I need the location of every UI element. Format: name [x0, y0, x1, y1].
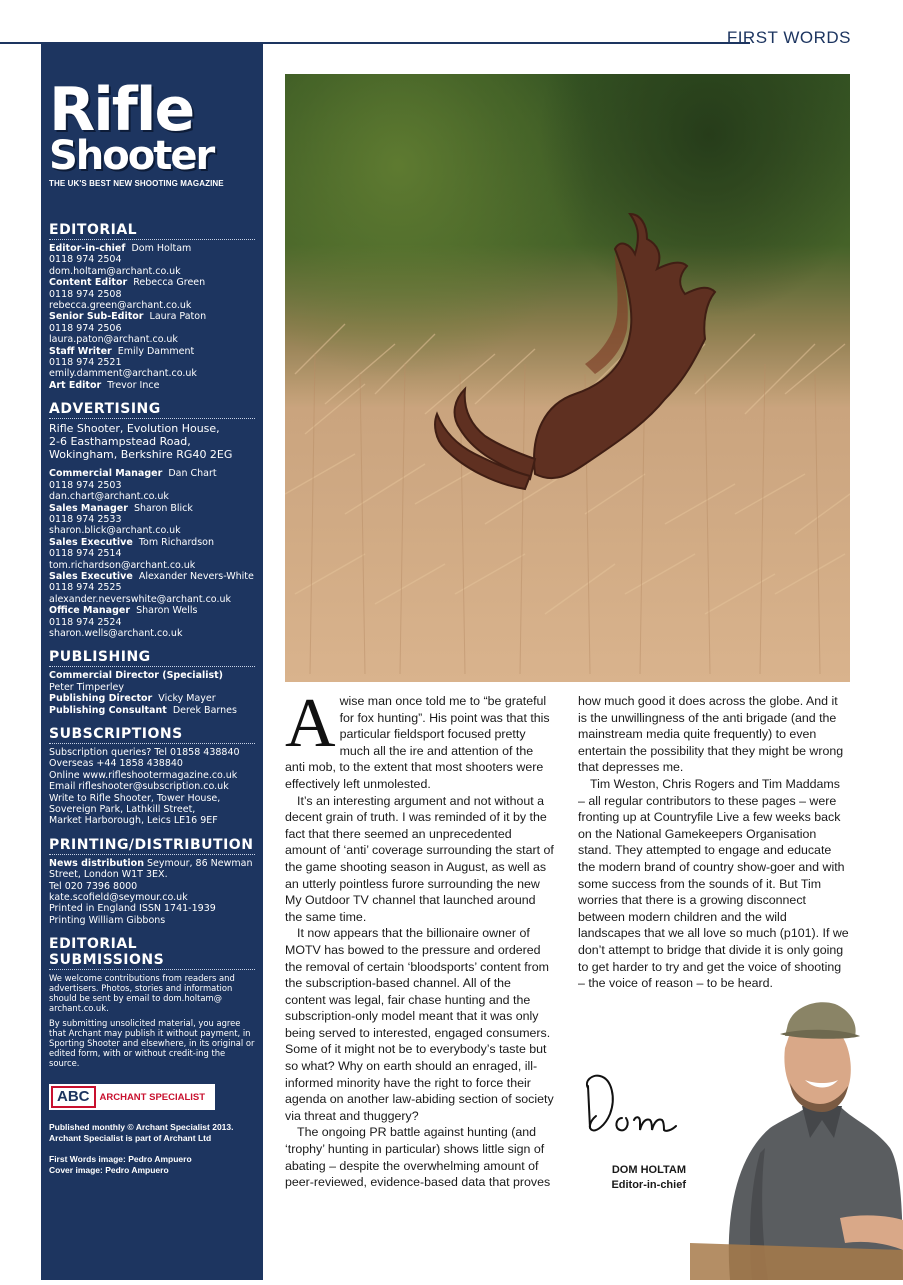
printing-line: Tel 020 7396 8000 [49, 880, 138, 892]
address-line: Wokingham, Berkshire RG40 2EG [49, 448, 233, 462]
archant-logo: ARCHANT SPECIALIST [99, 1091, 206, 1103]
footer-credit: Cover image: Pedro Ampuero [49, 1165, 169, 1176]
credit-email[interactable]: tom.richardson@archant.co.uk [49, 559, 196, 571]
footer-credit: First Words image: Pedro Ampuero [49, 1154, 192, 1165]
printing-line: Printed in England ISSN 1741-1939 [49, 903, 216, 915]
printing-line: Printing William Gibbons [49, 914, 166, 926]
subscription-line: Subscription queries? Tel 01858 438840 [49, 747, 240, 758]
address-line: Rifle Shooter, Evolution House, [49, 422, 220, 436]
publisher-logos [49, 1084, 215, 1110]
credit-staff-writer: Staff Writer Emily Damment [49, 345, 195, 357]
byline [590, 1163, 686, 1193]
credit-email[interactable]: laura.paton@archant.co.uk [49, 334, 178, 346]
credit-phone: 0118 974 2524 [49, 616, 122, 628]
subscriptions-heading: SUBSCRIPTIONS [49, 726, 255, 744]
credit-phone: 0118 974 2525 [49, 582, 122, 594]
article-column-2 [578, 693, 850, 992]
credit-art-editor: Art Editor Trevor Ince [49, 379, 160, 391]
credit-email[interactable]: alexander.neverswhite@archant.co.uk [49, 593, 231, 605]
credit-name: Peter Timperley [49, 681, 125, 693]
submissions-terms: By submitting unsolicited material, you agree that Archant may publish it without payment, in Sporting Shooter and elsewhere, in its original or edited form, with or without credit-ing the source. [49, 1018, 255, 1069]
drop-cap: A [285, 685, 336, 762]
byline-title: Editor-in-chief [611, 1179, 686, 1191]
credit-email[interactable]: sharon.wells@archant.co.uk [49, 627, 183, 639]
logo-tagline: THE UK'S BEST NEW SHOOTING MAGAZINE [49, 179, 224, 188]
publication-footer [49, 1122, 255, 1176]
masthead-sidebar [41, 44, 263, 1280]
credit-sales-executive: Sales Executive Tom Richardson [49, 536, 214, 548]
credit-phone: 0118 974 2514 [49, 548, 122, 560]
news-distribution: News distribution Seymour, 86 Newman [49, 857, 253, 869]
credit-phone: 0118 974 2503 [49, 479, 122, 491]
printing-email[interactable]: kate.scofield@seymour.co.uk [49, 892, 188, 904]
editor-signature [578, 1066, 688, 1146]
logo-line-rifle: Rifle [49, 75, 194, 145]
footer-line: Published monthly © Archant Specialist 2013. [49, 1122, 234, 1133]
article-paragraph: It’s an interesting argument and not without a decent grain of truth. I was reminded of it by the fact that there seemed an unprecedented amount of ‘anti’ coverage surrounding the start of the game shooting season in August, as well as an utterly pointless furore surrounding the new My Outdoor TV channel that launched around the same time. [285, 793, 554, 924]
rifle-shooter-logo [49, 75, 259, 188]
article-paragraph: The ongoing PR battle against hunting (and ‘trophy’ hunting in particular) shows little sign of abating – despite the overwhelming amount of peer-reviewed, evidence-based data that proves [285, 1125, 551, 1190]
printing-line: Street, London W1T 3EX. [49, 869, 168, 881]
subscription-email[interactable]: Email rifleshooter@subscription.co.uk [49, 781, 229, 793]
credit-publishing-director: Publishing Director Vicky Mayer [49, 693, 216, 705]
credit-email[interactable]: emily.damment@archant.co.uk [49, 368, 197, 380]
abc-logo: ABC [51, 1086, 96, 1108]
section-label: FIRST WORDS [726, 28, 851, 47]
editorial-heading: EDITORIAL [49, 222, 255, 240]
credit-content-editor: Content Editor Rebecca Green [49, 277, 206, 289]
subscription-line: Write to Rifle Shooter, Tower House, [49, 792, 221, 804]
credit-commercial-manager: Commercial Manager Dan Chart [49, 468, 217, 480]
credit-phone: 0118 974 2521 [49, 357, 122, 369]
credit-email[interactable]: sharon.blick@archant.co.uk [49, 525, 181, 537]
submissions-heading: EDITORIAL SUBMISSIONS [49, 936, 255, 970]
article-column-1 [285, 685, 555, 1191]
credit-sales-executive: Sales Executive Alexander Nevers-White [49, 570, 254, 582]
subscription-line: Sovereign Park, Lathkill Street, [49, 804, 196, 816]
credit-phone: 0118 974 2533 [49, 513, 122, 525]
credit-phone: 0118 974 2506 [49, 322, 122, 334]
address-line: 2-6 Easthampstead Road, [49, 435, 191, 449]
subscription-website[interactable]: Online www.rifleshootermagazine.co.uk [49, 769, 238, 781]
credit-office-manager: Office Manager Sharon Wells [49, 605, 198, 617]
credit-sales-manager: Sales Manager Sharon Blick [49, 502, 193, 514]
logo-line-shooter: Shooter [49, 133, 214, 179]
deer-antler-photo [285, 74, 850, 682]
byline-name: DOM HOLTAM [611, 1164, 686, 1176]
credit-editor: Editor-in-chief Dom Holtam [49, 243, 192, 254]
credit-email[interactable]: dan.chart@archant.co.uk [49, 491, 169, 503]
subscription-line: Market Harborough, Leics LE16 9EF [49, 815, 218, 827]
masthead-credits [49, 222, 255, 1176]
credit-email[interactable]: dom.holtam@archant.co.uk [49, 265, 181, 277]
credit-phone: 0118 974 2504 [49, 254, 122, 266]
credit-commercial-director: Commercial Director (Specialist) [49, 670, 224, 682]
editor-portrait [690, 988, 903, 1280]
article-paragraph: It now appears that the billionaire owner of MOTV has bowed to the pressure and ordered the removal of certain ‘bloodsports’ content from the subscription-based channel. All of the content was legal, fair chase hunting and the subscription-only model meant that it was only being served to interested, engaged consumers. Some of it might not be to everybody’s taste but so what? Why on earth should an enraged, ill-informed minority have the right to force their agenda on another law-abiding section of society via threat and thuggery? [285, 926, 554, 1123]
footer-line: Archant Specialist is part of Archant Ltd [49, 1133, 212, 1144]
credit-publishing-consultant: Publishing Consultant Derek Barnes [49, 704, 237, 716]
publishing-heading: PUBLISHING [49, 649, 255, 667]
printing-heading: PRINTING/DISTRIBUTION [49, 836, 254, 853]
article-paragraph: how much good it does across the globe. And it is the unwillingness of the anti brigade (and the mainstream media quite frequently) to even entertain the possibility that they might be wrong that depresses me. [578, 694, 844, 775]
article-paragraph: Awise man once told me to “be grateful for fox hunting”. His point was that this particular fieldsport focused pretty much all the ire and attention of the anti mob, to the extent that most shooters were effectively left unmolested. [285, 685, 550, 791]
credit-sub-editor: Senior Sub-Editor Laura Paton [49, 311, 207, 323]
credit-email[interactable]: rebecca.green@archant.co.uk [49, 300, 192, 312]
subscription-line: Overseas +44 1858 438840 [49, 758, 183, 770]
submissions-text: We welcome contributions from readers and advertisers. Photos, stories and information should be sent by email to dom.holtam@ archant.co.uk. [49, 973, 235, 1014]
advertising-heading: ADVERTISING [49, 401, 255, 419]
credit-phone: 0118 974 2508 [49, 288, 122, 300]
article-paragraph: Tim Weston, Chris Rogers and Tim Maddams – all regular contributors to these pages – were fronting up at Countryfile Live a few weeks back on the National Gamekeepers Organisation stand. They attempted to engage and educate the modern brand of country show-goer and with some success from the sounds of it. But Tim worries that there is a growing disconnect between modern children and the wild landscapes that we all love so much (p101). If we don’t attempt to bridge that divide it is only going to get harder to try and get the voice of shooting – the voice of reason – to be heard. [578, 776, 849, 991]
